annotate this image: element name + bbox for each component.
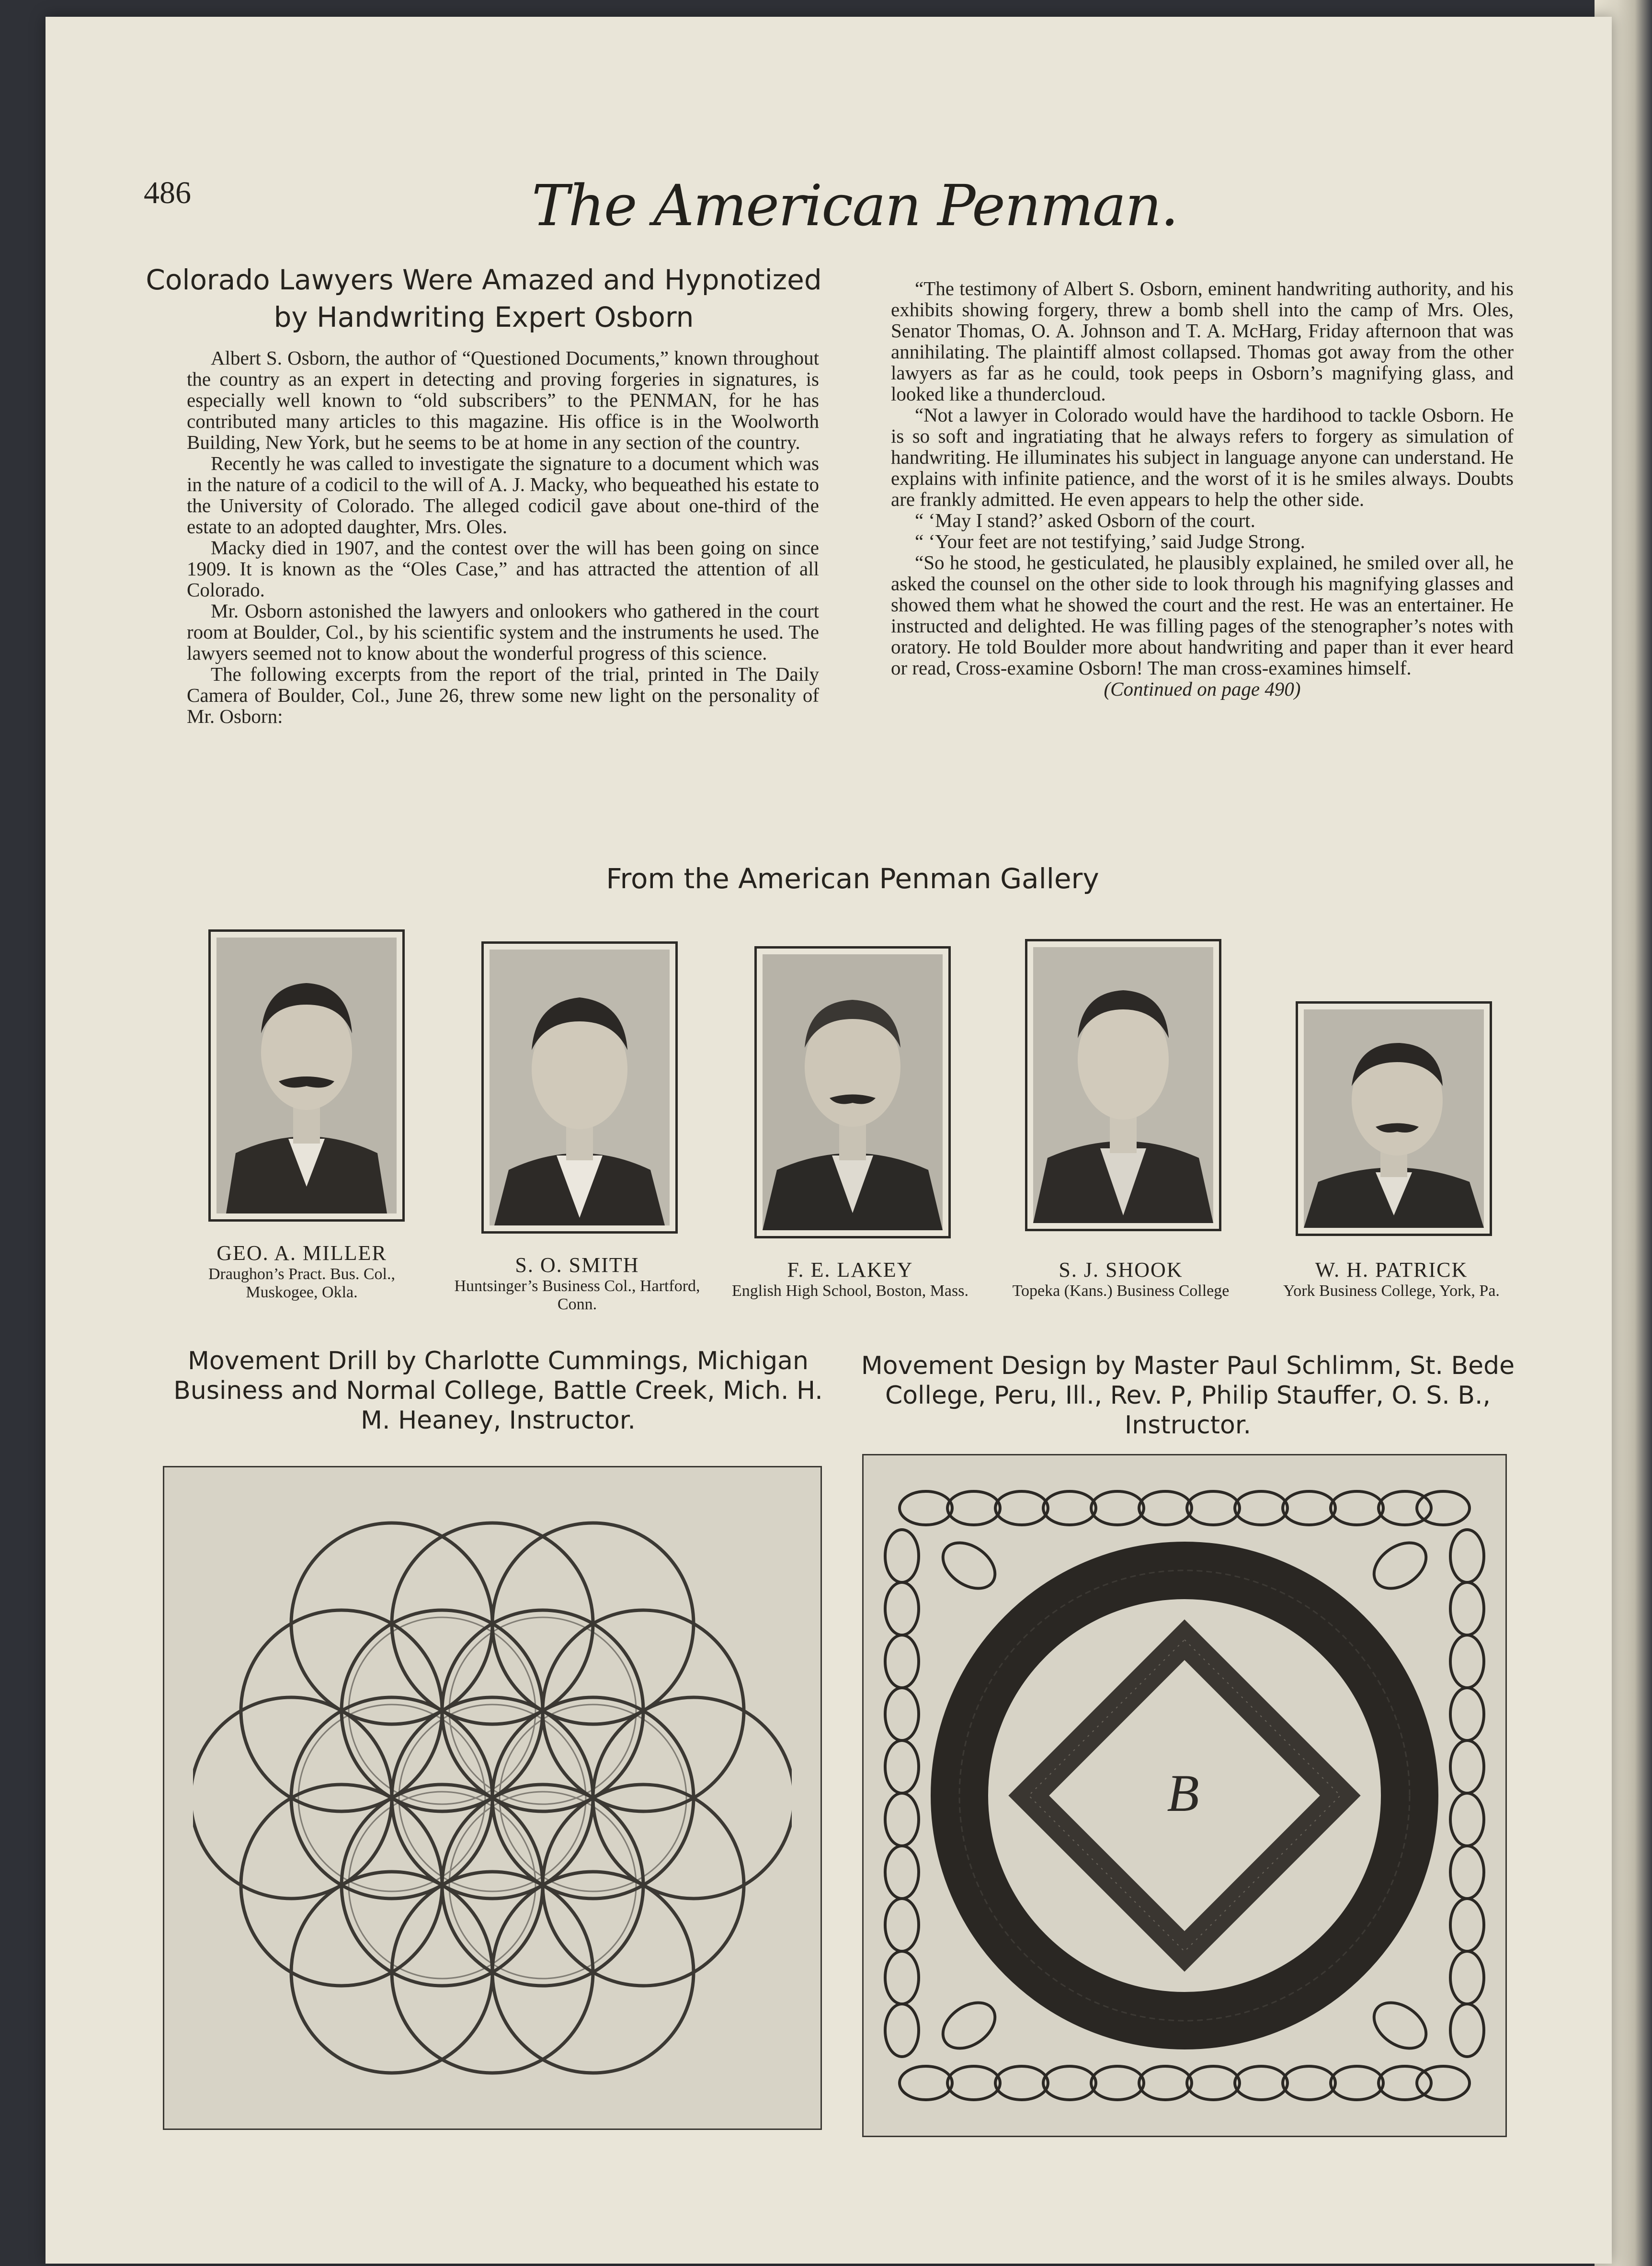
article-headline: Colorado Lawyers Were Amazed and Hypnotized by Handwriting Expert Osborn [146,263,822,333]
movement-drill-plate [163,1466,822,2130]
person-school: English High School, Boston, Mass. [732,1282,968,1300]
gallery-title: From the American Penman Gallery [606,862,1099,895]
portrait-image [216,938,397,1213]
person-name: S. J. SHOOK [1059,1258,1183,1282]
portrait-photo [1296,1001,1492,1236]
portrait-caption [448,1253,706,1314]
portrait-photo [754,946,951,1238]
portrait-photo [1025,939,1221,1231]
design-letter: B [1167,1764,1199,1822]
person-name: S. O. SMITH [515,1253,639,1277]
article-paragraph: Recently he was called to investigate the signature to a document which was in the nature of a codicil to the will of A. J. Macky, who bequeathed his estate to the University of Colorado. The alleged codicil gave about one-third of the estate to an adopted daughter, Mrs. Oles. [187,452,819,538]
article-paragraph: “The testimony of Albert S. Osborn, eminent handwriting authority, and his exhibits showing forgery, threw a bomb shell into the camp of Mrs. Oles, Senator Thomas, O. A. Johnson and T. A. McHarg, Friday afternoon that was annihilating. The plaintiff almost collapsed. Thomas got away from the other lawyers as far as he could, took peeps in Osborn’s magnifying glass, and looked like a thundercloud. [891,277,1514,405]
article-paragraph: “ ‘Your feet are not testifying,’ said Judge Strong. [915,530,1305,552]
person-school: Topeka (Kans.) Business College [1012,1282,1230,1300]
portrait-image [1033,947,1213,1223]
portrait-image [763,954,943,1230]
person-name: W. H. PATRICK [1315,1258,1468,1282]
portrait-image [490,950,670,1225]
person-school: Huntsinger’s Business Col., Hartford, Conn. [454,1277,700,1313]
flower-drill-pattern [164,1467,820,2129]
article-paragraph: Macky died in 1907, and the contest over the will has been going on since 1909. It is known as the “Oles Case,” and has attracted the attention of all Colorado. [187,537,819,601]
continued-note: (Continued on page 490) [1104,678,1301,700]
article-paragraph: The following excerpts from the report of the trial, printed in The Daily Camera of Boulder, Col., June 26, threw some new light on the personality of Mr. Osborn: [187,663,819,727]
article-paragraph: Mr. Osborn astonished the lawyers and onlookers who gathered in the court room at Boulder, Col., by his scientific system and the instruments he used. The lawyers seemed not to know about the wonderful progress of this science. [187,600,819,664]
portrait-photo [481,941,678,1234]
article-right-column [891,278,1514,699]
portrait-caption [172,1241,431,1302]
person-name: F. E. LAKEY [787,1258,913,1282]
page-number: 486 [144,175,191,210]
portrait-caption [721,1258,980,1300]
person-school: York Business College, York, Pa. [1283,1282,1500,1300]
article-paragraph: “So he stood, he gesticulated, he plausibly explained, he smiled over all, he asked the counsel on the other side to look through his magnifying glasses and showed them what he showed the court and the rest. He was an entertainer. He instructed and delighted. He was filling pages of the stenographer’s notes with oratory. He told Boulder more about handwriting and paper than it ever heard or read, Cross-examine Osborn! The man cross-examines himself. [891,551,1514,679]
article-paragraph: Albert S. Osborn, the author of “Questioned Documents,” known throughout the country as an expert in detecting and proving forgeries in signatures, is especially well known to “old subscribers” to the PENMAN, for he has contributed many articles to this magazine. His office is in the Woolworth Building, New York, but he seems to be at home in any section of the country. [187,347,819,453]
person-school: Draughon’s Pract. Bus. Col., Muskogee, Okla. [208,1265,396,1301]
portrait-photo [208,929,405,1222]
drill-caption-right: Movement Design by Master Paul Schlimm, St. Bede College, Peru, Ill., Rev. P, Philip Stauffer, O. S. B., Instructor. [861,1351,1515,1440]
drill-caption-left: Movement Drill by Charlotte Cummings, Michigan Business and Normal College, Battle Creek, Mich. H. M. Heaney, Instructor. [173,1347,823,1435]
article-paragraph: “Not a lawyer in Colorado would have the hardihood to tackle Osborn. He is so soft and ingratiating that he always refers to forgery as simulation of handwriting. He illuminates his subject in language anyone can understand. He explains with infinite patience, and the worst of it is he smiles always. Doubts are frankly admitted. He even appears to help the other side. [891,404,1514,510]
person-name: GEO. A. MILLER [216,1241,387,1265]
article-left-column [187,347,819,727]
portrait-caption [1262,1258,1521,1300]
masthead-title: The American Penman. [532,172,1178,239]
portrait-caption [991,1258,1250,1300]
portrait-image [1304,1009,1484,1228]
article-paragraph: “ ‘May I stand?’ asked Osborn of the court. [915,509,1255,531]
